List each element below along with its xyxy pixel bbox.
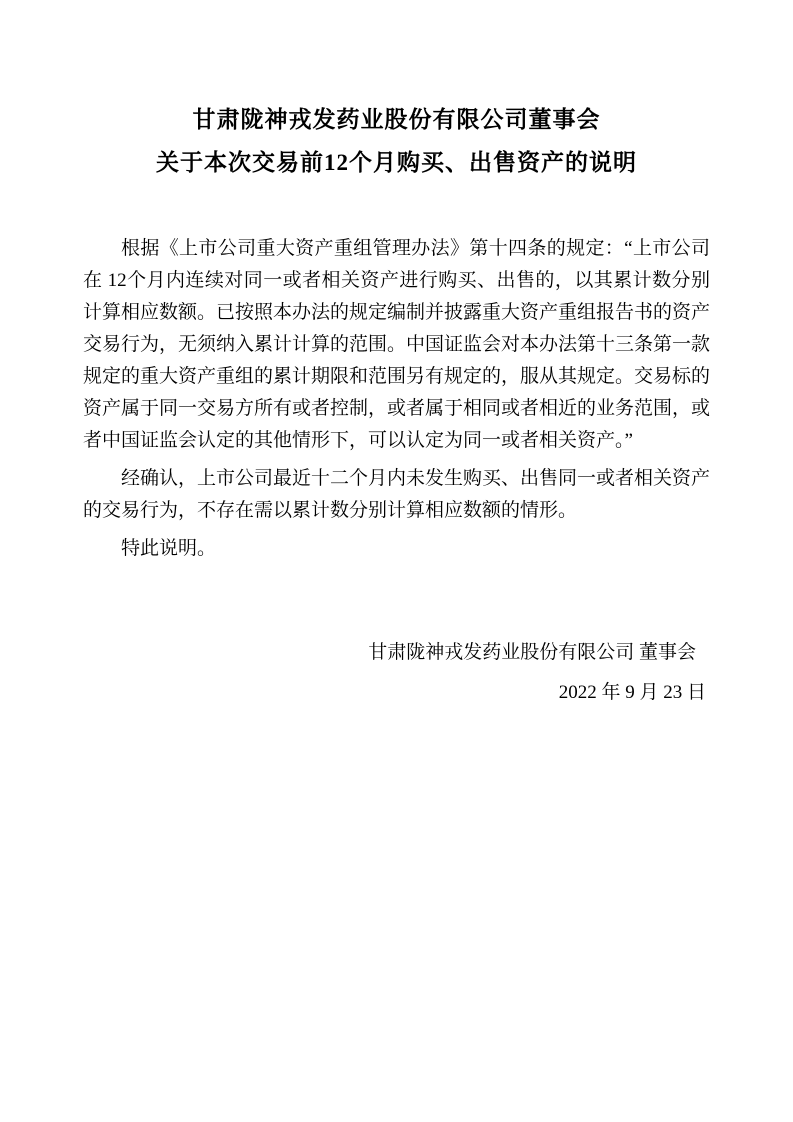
signature-block [83, 633, 710, 713]
title-line-subject: 关于本次交易前12个月购买、出售资产的说明 [156, 150, 637, 175]
paragraph-confirmation: 经确认，上市公司最近十二个月内未发生购买、出售同一或者相关资产的交易行为，不存在需以累计数分别计算相应数额的情形。 [83, 468, 711, 521]
document-body [83, 233, 710, 565]
signature-company: 甘肃陇神戎发药业股份有限公司 董事会 [368, 642, 696, 663]
signature-date: 2022 年 9 月 23 日 [558, 682, 706, 703]
document-title [83, 98, 710, 184]
title-line-company: 甘肃陇神戎发药业股份有限公司董事会 [192, 107, 601, 132]
paragraph-regulation: 根据《上市公司重大资产重组管理办法》第十四条的规定：“上市公司在 12个月内连续对同一或者相关资产进行购买、出售的，以其累计数分别计算相应数额。已按照本办法的规定编制并披露重大资产重组报告书的资产交易行为，无须纳入累计计算的范围。中国证监会对本办法第十三条第一款规定的重大资产重组的累计期限和范围另有规定的，服从其规定。交易标的资产属于同一交易方所有或者控制，或者属于相同或者相近的业务范围，或者中国证监会认定的其他情形下，可以认定为同一或者相关资产。” [83, 238, 711, 451]
paragraph-statement: 特此说明。 [121, 538, 217, 559]
